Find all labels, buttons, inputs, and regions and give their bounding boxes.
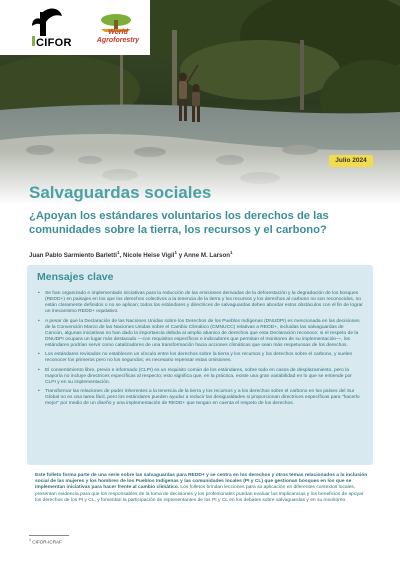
- key-messages-list: [37, 291, 363, 411]
- intro-bold: Este folleto forma parte de una serie sobre las salvaguardas para REDD+ y se centra en los derechos y otros temas relacionados a la inclusión social de las mujeres y los hombres de los Pueblos Indígenas y las comunidades locales (PI y CL) que gestionan bosques en los que se implementan iniciativas para hacer frente al cambio climático.: [35, 473, 368, 491]
- cifor-wordmark: CIFOR: [36, 37, 72, 49]
- author-3: y Anne M. Larson: [176, 252, 231, 260]
- intro-rest: Los folletos brindan lecciones para su aplicación en diferentes contextos locales, presentan evidencia para que los responsables de la toma de decisiones y los profesionales puedan evaluar las implicancias y los beneficios de apoyar los derechos de los PI y CL, y fomentan la participación de representantes de los PI y CL en los debates sobre salvaguardas y en su monitoreo.: [35, 485, 364, 503]
- world-agroforestry-wordmark: World Agroforestry: [96, 29, 140, 44]
- date-badge: Julio 2024: [329, 155, 373, 167]
- key-message-item: • Se han organizado e implementado iniciativas para la reducción de las emisiones derivadas de la deforestación y la degradación de los bosques (REDD+) en paisajes en los que los derechos colectivos a la tenencia de la tierra y los recursos y los derechos al carbono no son reconocidos, no están claramente definidos o no se aplican; todos los estándares y directrices de salvaguardas deben abordar estos obstáculos con el fin de lograr un mecanismo REDD+ equitativo.: [37, 291, 363, 315]
- footnote: $^1$ CIFOR-ICRAF: [29, 538, 62, 545]
- logos-panel: [0, 0, 150, 55]
- footnote-divider: [29, 535, 69, 536]
- key-messages-title: Mensajes clave: [37, 271, 114, 283]
- page-title: Salvaguardas sociales: [29, 183, 212, 202]
- author-1: Juan Pablo Sarmiento Barletti: [29, 252, 118, 260]
- authors-line: Juan Pablo Sarmiento Barletti$^1$, Nicole Heise Vigil$^1$ y Anne M. Larson$^1$: [29, 250, 233, 260]
- key-message-item: • Los estándares revisados no establecen un vínculo entre los derechos sobre la tierra y los recursos y los derechos sobre el carbono, y suelen reconocer los primeros pero no los segundos; es necesario repensar estas omisiones.: [37, 352, 363, 364]
- page-subtitle: ¿Apoyan los estándares voluntarios los derechos de las comunidades sobre la tierra, los recursos y el carbono?: [29, 210, 329, 236]
- key-messages-box: [27, 265, 373, 465]
- key-message-item: • El consentimiento libre, previo e informado (CLPI) es un requisito común de los estándares, sobre todo en casos de desplazamiento, pero la mayoría no incluye directrices específicas al respecto; esto significa que, en la práctica, existe una gran variabilidad en lo que se entiende por CLPI y en su implementación.: [37, 368, 363, 386]
- author-2: , Nicole Heise Vigil: [119, 252, 175, 260]
- intro-paragraph: [35, 473, 368, 504]
- key-message-item: • Transformar las relaciones de poder inherentes a la tenencia de la tierra y los recursos y a los derechos sobre el carbono en los países del Sur Global no es una tarea fácil, pero los estándares pueden ayudar a reducir las desigualdades si proporcionan directrices específicas para "hacerlo mejor" por medio de un diseño y una implementación de REDD+ que tengan en cuenta el respeto de los derechos.: [37, 389, 363, 407]
- key-message-item: • A pesar de que la Declaración de las Naciones Unidas sobre los Derechos de los Pueblos Indígenas (DNUDPI) es mencionada en las decisiones de la Convención Marco de las Naciones Unidas sobre el Cambio Climático (CMNUCC) relativas a REDD+, incluidas las salvaguardas de Cancún, algunas iniciativas no han dado la importancia debida al amplio abanico de derechos que esta Declaración reconoce; si el respeto de la DNUDPI ocupara un lugar más destacado —con requisitos específicos e indicadores que permitan el monitoreo de su implementación—, los estándares podrían servir como catalizadores de una transformación hacia acciones climáticas que sean más respetuosas de los derechos.: [37, 319, 363, 349]
